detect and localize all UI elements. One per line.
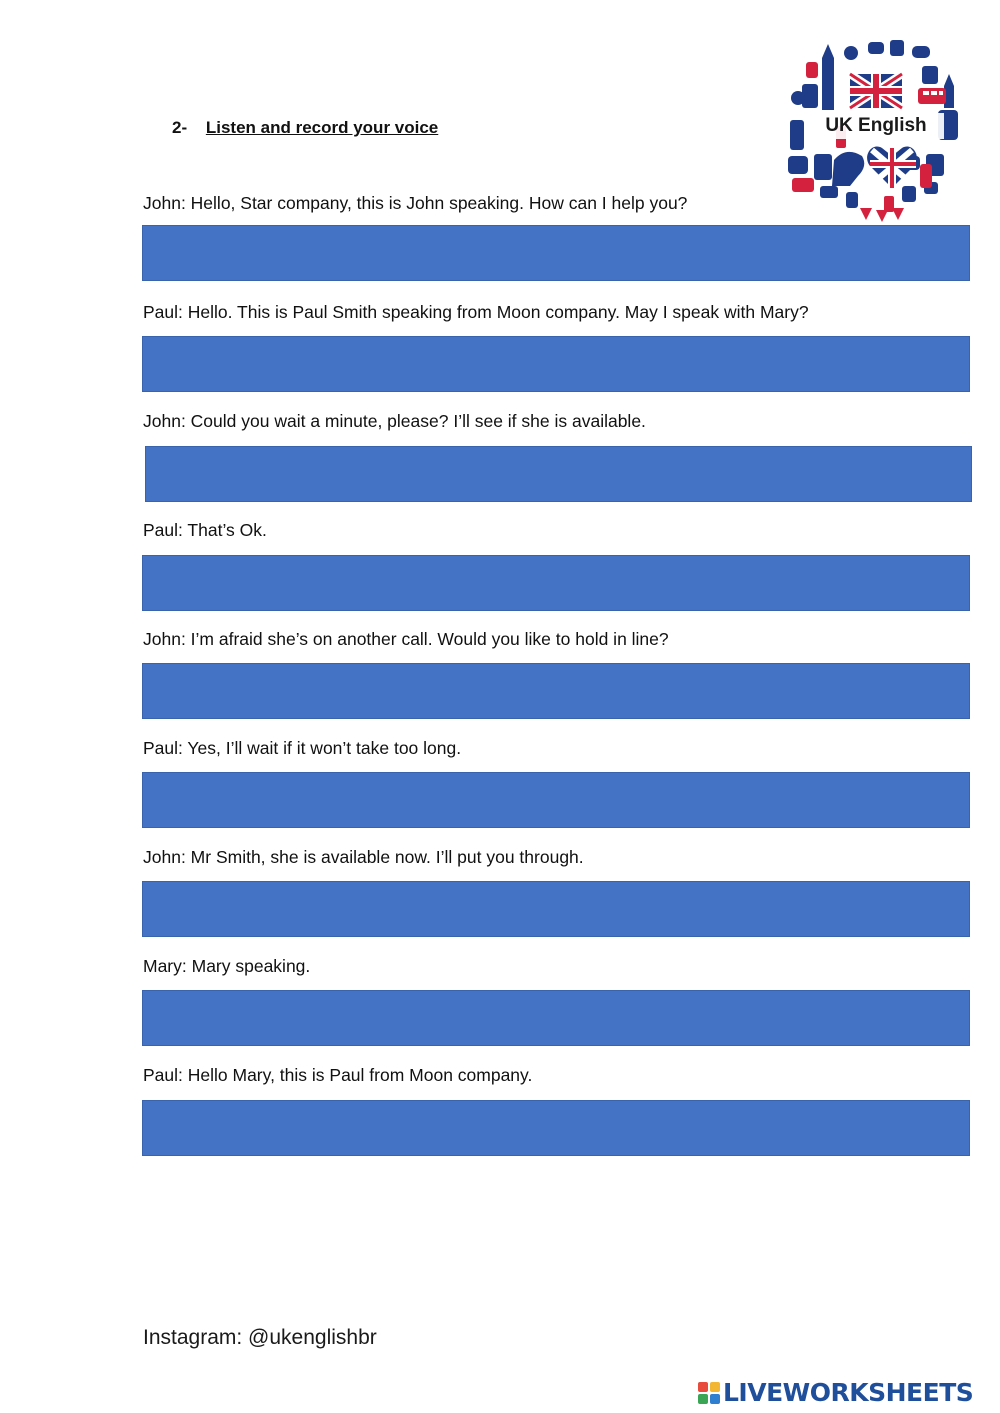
dialogue-line-9: Paul: Hello Mary, this is Paul from Moon company. [143,1065,533,1085]
answer-box-5[interactable] [142,663,970,719]
answer-box-3[interactable] [145,446,972,502]
liveworksheets-icon [698,1382,720,1404]
instagram-handle: Instagram: @ukenglishbr [143,1326,377,1349]
answer-box-1[interactable] [142,225,970,281]
dialogue-line-4: Paul: That’s Ok. [143,520,267,540]
dialogue-line-8: Mary: Mary speaking. [143,956,311,976]
answer-box-8[interactable] [142,990,970,1046]
answer-box-4[interactable] [142,555,970,611]
answer-box-9[interactable] [142,1100,970,1156]
liveworksheets-brand: LIVEWORKSHEETS [723,1378,974,1407]
answer-box-7[interactable] [142,881,970,937]
answer-box-2[interactable] [142,336,970,392]
section-number: 2- [172,118,188,137]
dialogue-line-1: John: Hello, Star company, this is John speaking. How can I help you? [143,193,688,213]
dialogue-line-7: John: Mr Smith, she is available now. I’ll put you through. [143,847,584,867]
section-heading [172,118,438,138]
logo-label: UK English [808,113,944,139]
section-title: Listen and record your voice [205,118,439,137]
dialogue-line-3: John: Could you wait a minute, please? I’ll see if she is available. [143,411,646,431]
liveworksheets-logo [698,1379,973,1407]
dialogue-line-5: John: I’m afraid she’s on another call. Would you like to hold in line? [143,629,669,649]
dialogue-line-6: Paul: Yes, I’ll wait if it won’t take too long. [143,738,462,758]
dialogue-line-2: Paul: Hello. This is Paul Smith speaking from Moon company. May I speak with Mary? [143,302,809,322]
answer-box-6[interactable] [142,772,970,828]
